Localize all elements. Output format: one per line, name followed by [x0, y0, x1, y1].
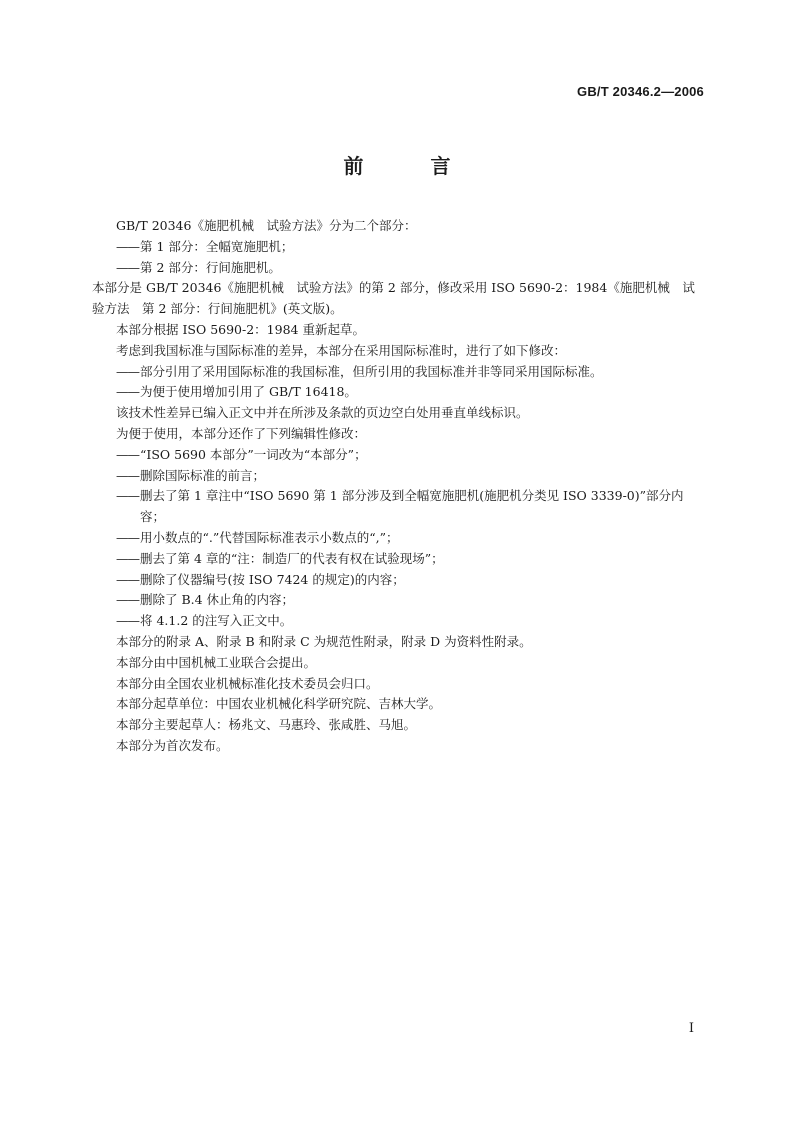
list-item-text: 将 4.1.2 的注写入正文中。: [140, 613, 293, 629]
dash-marker: ——: [116, 467, 139, 483]
list-item-text: 第 1 部分：全幅宽施肥机；: [140, 238, 294, 254]
list-item-text: “ISO 5690 本部分”一词改为“本部分”；: [140, 446, 367, 462]
dash-marker: ——: [116, 592, 139, 608]
list-item: [116, 570, 706, 591]
list-item: [116, 445, 706, 466]
paragraph: 本部分根据 ISO 5690-2：1984 重新起草。: [116, 321, 365, 337]
list-item-text: 用小数点的“.”代替国际标准表示小数点的“,”；: [140, 529, 399, 545]
list-item: [116, 466, 706, 487]
list-item-text: 删除了 B.4 休止角的内容；: [140, 592, 295, 608]
preface-body: [92, 216, 706, 757]
list-item-text: 删除了仪器编号(按 ISO 7424 的规定)的内容；: [140, 571, 405, 587]
dash-marker: ——: [116, 529, 139, 545]
paragraph: 为便于使用，本部分还作了下列编辑性修改：: [116, 425, 367, 441]
list-item-text: 第 2 部分：行间施肥机。: [140, 259, 281, 275]
list-item: [116, 528, 706, 549]
dash-marker: ——: [116, 613, 139, 629]
dash-marker: ——: [116, 446, 139, 462]
list-item: [116, 486, 706, 528]
dash-marker: ——: [116, 384, 139, 400]
paragraph: 本部分起草单位：中国农业机械化科学研究院、吉林大学。: [116, 696, 442, 712]
list-item: [116, 362, 706, 383]
list-item-text: 部分引用了采用国际标准的我国标准，但所引用的我国标准并非等同采用国际标准。: [140, 363, 603, 379]
list-item: [116, 382, 706, 403]
list-item-text: 删去了第 4 章的“注：制造厂的代表有权在试验现场”；: [140, 550, 444, 566]
paragraph: 本部分由全国农业机械标准化技术委员会归口。: [116, 675, 379, 691]
page-title: 前 言: [343, 154, 481, 178]
dash-marker: ——: [116, 363, 139, 379]
dash-marker: ——: [116, 571, 139, 587]
standard-code: GB/T 20346.2—2006: [577, 84, 704, 99]
dash-marker: ——: [116, 259, 139, 275]
page-number: I: [688, 1021, 694, 1036]
list-item-text: 删除国际标准的前言；: [140, 467, 266, 483]
paragraph: 本部分由中国机械工业联合会提出。: [116, 654, 317, 670]
list-item: [116, 590, 706, 611]
paragraph: 本部分的附录 A、附录 B 和附录 C 为规范性附录，附录 D 为资料性附录。: [116, 633, 532, 649]
dash-marker: ——: [116, 488, 139, 504]
list-item: [116, 237, 706, 258]
paragraph: 本部分主要起草人：杨兆文、马惠玲、张咸胜、马旭。: [116, 717, 417, 733]
list-item: [116, 549, 706, 570]
paragraph: 该技术性差异已编入正文中并在所涉及条款的页边空白处用垂直单线标识。: [116, 405, 529, 421]
dash-marker: ——: [116, 238, 139, 254]
paragraph: 本部分为首次发布。: [116, 737, 229, 753]
list-item-text: 删去了第 1 章注中“ISO 5690 第 1 部分涉及到全幅宽施肥机(施肥机分类见 ISO 3339-0)”部分内容；: [140, 488, 684, 525]
list-item: [116, 258, 706, 279]
paragraph: 本部分是 GB/T 20346《施肥机械 试验方法》的第 2 部分，修改采用 ISO 5690-2：1984《施肥机械 试验方法 第 2 部分：行间施肥机》(英文版)。: [92, 280, 695, 317]
list-item-text: 为便于使用增加引用了 GB/T 16418。: [140, 384, 357, 400]
paragraph: 考虑到我国标准与国际标准的差异，本部分在采用国际标准时，进行了如下修改：: [116, 342, 567, 358]
dash-marker: ——: [116, 550, 139, 566]
list-item: [116, 611, 706, 632]
paragraph: GB/T 20346《施肥机械 试验方法》分为二个部分：: [116, 218, 417, 233]
